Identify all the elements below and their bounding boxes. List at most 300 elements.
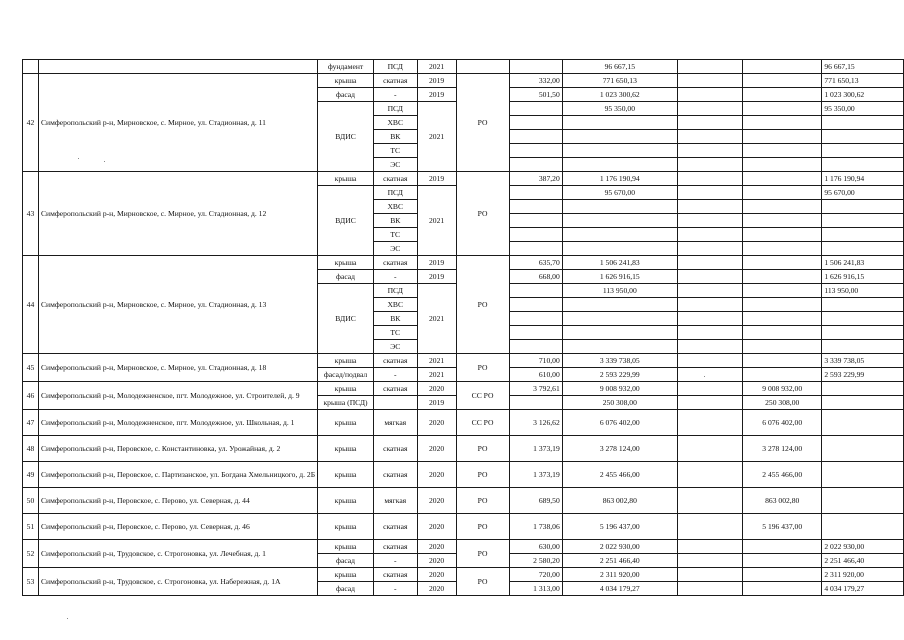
area-cell: 710,00 xyxy=(509,354,562,368)
area-cell: 1 738,06 xyxy=(509,514,562,540)
area-cell: 3 126,62 xyxy=(509,410,562,436)
area-cell: 1 313,00 xyxy=(509,582,562,596)
work-type-cell: крыша xyxy=(318,410,374,436)
fed-cell xyxy=(743,200,822,214)
area-cell xyxy=(509,186,562,200)
reg-cell: 95 350,00 xyxy=(822,102,904,116)
fed-cell xyxy=(743,74,822,88)
fed-cell: 9 008 932,00 xyxy=(743,382,822,396)
address-cell: Симферопольский р-н, Перовское, с. Перово, ул. Северная, д. 44 xyxy=(38,488,317,514)
cost-cell: 2 022 930,00 xyxy=(562,540,677,554)
fed-cell: 863 002,80 xyxy=(743,488,822,514)
cost-cell: 1 176 190,94 xyxy=(562,172,677,186)
address-cell: Симферопольский р-н, Перовское, с. Перово, ул. Северная, д. 46 xyxy=(38,514,317,540)
table-row xyxy=(23,514,904,540)
work-type-cell: фундамент xyxy=(318,60,374,74)
scan-speck xyxy=(704,376,705,377)
reg-cell xyxy=(822,410,904,436)
cost-cell: 3 278 124,00 xyxy=(562,436,677,462)
area-cell xyxy=(509,312,562,326)
work-type-cell: крыша xyxy=(318,436,374,462)
cost-cell xyxy=(562,158,677,172)
reg-cell: 2 251 466,40 xyxy=(822,554,904,568)
subtype-cell: ЭС xyxy=(373,158,417,172)
funding-cell: РО xyxy=(456,354,509,382)
subtype-cell: - xyxy=(373,270,417,284)
reg-cell: 2 311 920,00 xyxy=(822,568,904,582)
cost-cell: 2 311 920,00 xyxy=(562,568,677,582)
empty-cell xyxy=(677,172,742,186)
subtype-cell: ЭС xyxy=(373,242,417,256)
area-cell: 720,00 xyxy=(509,568,562,582)
subtype-cell: мягкая xyxy=(373,410,417,436)
funding-cell: РО xyxy=(456,436,509,462)
empty-cell xyxy=(677,228,742,242)
table-row xyxy=(23,60,904,74)
fed-cell xyxy=(743,554,822,568)
row-number-cell: 43 xyxy=(23,172,39,256)
reg-cell: 771 650,13 xyxy=(822,74,904,88)
cost-cell: 1 506 241,83 xyxy=(562,256,677,270)
empty-cell xyxy=(677,88,742,102)
empty-cell xyxy=(677,298,742,312)
funding-cell: РО xyxy=(456,462,509,488)
subtype-cell: ЭС xyxy=(373,340,417,354)
year-cell: 2021 xyxy=(417,354,456,368)
year-cell: 2020 xyxy=(417,382,456,396)
row-number-cell: 47 xyxy=(23,410,39,436)
fed-cell xyxy=(743,270,822,284)
area-cell: 332,00 xyxy=(509,74,562,88)
year-cell: 2019 xyxy=(417,74,456,88)
fed-cell xyxy=(743,284,822,298)
row-number-cell: 50 xyxy=(23,488,39,514)
subtype-cell: мягкая xyxy=(373,488,417,514)
reg-cell: 3 339 738,05 xyxy=(822,354,904,368)
cost-cell: 2 251 466,40 xyxy=(562,554,677,568)
reg-cell: 1 626 916,15 xyxy=(822,270,904,284)
work-type-cell: крыша (ПСД) xyxy=(318,396,374,410)
empty-cell xyxy=(677,256,742,270)
table-row xyxy=(23,256,904,270)
empty-cell xyxy=(677,514,742,540)
cost-cell: 6 076 402,00 xyxy=(562,410,677,436)
fed-cell xyxy=(743,354,822,368)
fed-cell: 5 196 437,00 xyxy=(743,514,822,540)
reg-cell xyxy=(822,462,904,488)
year-cell: 2020 xyxy=(417,514,456,540)
work-type-cell: ВДИС xyxy=(318,102,374,172)
cost-cell: 5 196 437,00 xyxy=(562,514,677,540)
empty-cell xyxy=(677,144,742,158)
empty-cell xyxy=(677,60,742,74)
area-cell xyxy=(509,340,562,354)
subtype-cell: скатная xyxy=(373,514,417,540)
fed-cell xyxy=(743,88,822,102)
subtype-cell: скатная xyxy=(373,568,417,582)
cost-cell xyxy=(562,130,677,144)
cost-cell xyxy=(562,242,677,256)
year-cell: 2019 xyxy=(417,270,456,284)
work-type-cell: крыша xyxy=(318,488,374,514)
area-cell: 1 373,19 xyxy=(509,462,562,488)
address-cell: Симферопольский р-н, Мирновское, с. Мирное, ул. Стадионная, д. 18 xyxy=(38,354,317,382)
empty-cell xyxy=(677,410,742,436)
cost-cell: 863 002,80 xyxy=(562,488,677,514)
subtype-cell: скатная xyxy=(373,354,417,368)
subtype-cell: ВК xyxy=(373,312,417,326)
subtype-cell: ПСД xyxy=(373,102,417,116)
subtype-cell: скатная xyxy=(373,382,417,396)
year-cell: 2021 xyxy=(417,102,456,172)
subtype-cell: - xyxy=(373,368,417,382)
area-cell xyxy=(509,60,562,74)
fed-cell xyxy=(743,158,822,172)
cost-cell: 113 950,00 xyxy=(562,284,677,298)
table-row xyxy=(23,74,904,88)
row-number-cell: 52 xyxy=(23,540,39,568)
cost-cell xyxy=(562,326,677,340)
cost-cell: 1 626 916,15 xyxy=(562,270,677,284)
area-cell: 1 373,19 xyxy=(509,436,562,462)
empty-cell xyxy=(677,116,742,130)
reg-cell: 1 023 300,62 xyxy=(822,88,904,102)
funding-cell: СС РО xyxy=(456,382,509,410)
scan-speck xyxy=(104,161,105,162)
address-cell: Симферопольский р-н, Молодежненское, пгт. Молодежное, ул. Строителей, д. 9 xyxy=(38,382,317,410)
subtype-cell: ТС xyxy=(373,326,417,340)
cost-cell: 250 308,00 xyxy=(562,396,677,410)
subtype-cell: ХВС xyxy=(373,298,417,312)
empty-cell xyxy=(677,368,742,382)
reg-cell xyxy=(822,298,904,312)
row-number-cell: 44 xyxy=(23,256,39,354)
empty-cell xyxy=(677,582,742,596)
work-type-cell: крыша xyxy=(318,514,374,540)
year-cell: 2020 xyxy=(417,568,456,582)
subtype-cell: скатная xyxy=(373,436,417,462)
work-type-cell: фасад xyxy=(318,270,374,284)
empty-cell xyxy=(677,312,742,326)
address-cell: Симферопольский р-н, Перовское, с. Константиновка, ул. Урожайная, д. 2 xyxy=(38,436,317,462)
empty-cell xyxy=(677,214,742,228)
cost-cell xyxy=(562,340,677,354)
cost-cell: 771 650,13 xyxy=(562,74,677,88)
address-cell: Симферопольский р-н, Трудовское, с. Строгоновка, ул. Лечебная, д. 1 xyxy=(38,540,317,568)
year-cell: 2021 xyxy=(417,284,456,354)
empty-cell xyxy=(677,540,742,554)
empty-cell xyxy=(677,326,742,340)
table-row xyxy=(23,436,904,462)
area-cell xyxy=(509,396,562,410)
fed-cell xyxy=(743,186,822,200)
cost-cell xyxy=(562,200,677,214)
empty-cell xyxy=(677,382,742,396)
year-cell: 2019 xyxy=(417,172,456,186)
empty-cell xyxy=(677,340,742,354)
fed-cell xyxy=(743,582,822,596)
funding-cell: РО xyxy=(456,514,509,540)
reg-cell xyxy=(822,242,904,256)
year-cell: 2020 xyxy=(417,436,456,462)
area-cell xyxy=(509,130,562,144)
table-row xyxy=(23,382,904,396)
empty-cell xyxy=(677,200,742,214)
cost-cell: 95 350,00 xyxy=(562,102,677,116)
funding-cell xyxy=(456,60,509,74)
fed-cell xyxy=(743,368,822,382)
cost-cell: 9 008 932,00 xyxy=(562,382,677,396)
area-cell xyxy=(509,214,562,228)
fed-cell: 250 308,00 xyxy=(743,396,822,410)
reg-cell: 95 670,00 xyxy=(822,186,904,200)
cost-cell: 2 455 466,00 xyxy=(562,462,677,488)
fed-cell xyxy=(743,214,822,228)
cost-cell xyxy=(562,312,677,326)
cost-cell: 96 667,15 xyxy=(562,60,677,74)
subtype-cell: ХВС xyxy=(373,116,417,130)
fed-cell xyxy=(743,242,822,256)
subtype-cell: - xyxy=(373,554,417,568)
fed-cell xyxy=(743,102,822,116)
area-cell xyxy=(509,228,562,242)
table-row xyxy=(23,410,904,436)
reg-cell xyxy=(822,382,904,396)
reg-cell xyxy=(822,116,904,130)
year-cell: 2019 xyxy=(417,88,456,102)
year-cell: 2020 xyxy=(417,540,456,554)
row-number-cell: 53 xyxy=(23,568,39,596)
subtype-cell: скатная xyxy=(373,462,417,488)
work-type-cell: крыша xyxy=(318,568,374,582)
scan-speck xyxy=(67,618,68,619)
area-cell: 501,50 xyxy=(509,88,562,102)
subtype-cell: ТС xyxy=(373,144,417,158)
reg-cell: 96 667,15 xyxy=(822,60,904,74)
empty-cell xyxy=(677,396,742,410)
table-row xyxy=(23,462,904,488)
address-cell: Симферопольский р-н, Мирновское, с. Мирное, ул. Стадионная, д. 11 xyxy=(38,74,317,172)
subtype-cell: - xyxy=(373,582,417,596)
work-type-cell: крыша xyxy=(318,256,374,270)
empty-cell xyxy=(677,130,742,144)
empty-cell xyxy=(677,554,742,568)
subtype-cell: ТС xyxy=(373,228,417,242)
reg-cell xyxy=(822,326,904,340)
funding-cell: РО xyxy=(456,256,509,354)
area-cell: 668,00 xyxy=(509,270,562,284)
cost-cell: 2 593 229,99 xyxy=(562,368,677,382)
work-type-cell: крыша xyxy=(318,382,374,396)
area-cell: 3 792,61 xyxy=(509,382,562,396)
reg-cell: 1 176 190,94 xyxy=(822,172,904,186)
table-row xyxy=(23,568,904,582)
reg-cell: 2 593 229,99 xyxy=(822,368,904,382)
year-cell: 2020 xyxy=(417,410,456,436)
address-cell: Симферопольский р-н, Молодежненское, пгт. Молодежное, ул. Школьная, д. 1 xyxy=(38,410,317,436)
work-type-cell: крыша xyxy=(318,172,374,186)
empty-cell xyxy=(677,186,742,200)
subtype-cell: ВК xyxy=(373,130,417,144)
funding-cell: РО xyxy=(456,488,509,514)
empty-cell xyxy=(677,158,742,172)
cost-cell: 95 670,00 xyxy=(562,186,677,200)
reg-cell: 4 034 179,27 xyxy=(822,582,904,596)
cost-cell xyxy=(562,116,677,130)
year-cell: 2020 xyxy=(417,488,456,514)
reg-cell xyxy=(822,130,904,144)
area-cell xyxy=(509,200,562,214)
cost-cell xyxy=(562,298,677,312)
subtype-cell: скатная xyxy=(373,540,417,554)
reg-cell: 113 950,00 xyxy=(822,284,904,298)
reg-cell xyxy=(822,214,904,228)
row-number-cell: 48 xyxy=(23,436,39,462)
capital-repair-table xyxy=(22,59,904,596)
area-cell xyxy=(509,298,562,312)
empty-cell xyxy=(677,488,742,514)
cost-cell xyxy=(562,214,677,228)
area-cell xyxy=(509,102,562,116)
row-number-cell xyxy=(23,60,39,74)
work-type-cell: фасад xyxy=(318,88,374,102)
reg-cell: 1 506 241,83 xyxy=(822,256,904,270)
work-type-cell: крыша xyxy=(318,540,374,554)
reg-cell xyxy=(822,158,904,172)
funding-cell: РО xyxy=(456,172,509,256)
empty-cell xyxy=(677,242,742,256)
year-cell: 2021 xyxy=(417,60,456,74)
subtype-cell: ХВС xyxy=(373,200,417,214)
row-number-cell: 49 xyxy=(23,462,39,488)
empty-cell xyxy=(677,462,742,488)
area-cell: 689,50 xyxy=(509,488,562,514)
empty-cell xyxy=(677,568,742,582)
empty-cell xyxy=(677,284,742,298)
year-cell: 2020 xyxy=(417,554,456,568)
subtype-cell: скатная xyxy=(373,74,417,88)
fed-cell xyxy=(743,568,822,582)
funding-cell: СС РО xyxy=(456,410,509,436)
cost-cell: 4 034 179,27 xyxy=(562,582,677,596)
area-cell xyxy=(509,284,562,298)
table-row xyxy=(23,354,904,368)
fed-cell xyxy=(743,130,822,144)
reg-cell xyxy=(822,200,904,214)
reg-cell xyxy=(822,396,904,410)
row-number-cell: 42 xyxy=(23,74,39,172)
fed-cell xyxy=(743,540,822,554)
fed-cell: 2 455 466,00 xyxy=(743,462,822,488)
subtype-cell: ПСД xyxy=(373,186,417,200)
area-cell: 387,20 xyxy=(509,172,562,186)
subtype-cell: ПСД xyxy=(373,60,417,74)
area-cell: 635,70 xyxy=(509,256,562,270)
address-cell: Симферопольский р-н, Трудовское, с. Строгоновка, ул. Набережная, д. 1А xyxy=(38,568,317,596)
work-type-cell: ВДИС xyxy=(318,186,374,256)
empty-cell xyxy=(677,74,742,88)
work-type-cell: фасад xyxy=(318,554,374,568)
empty-cell xyxy=(677,354,742,368)
work-type-cell: крыша xyxy=(318,74,374,88)
area-cell xyxy=(509,158,562,172)
fed-cell xyxy=(743,298,822,312)
year-cell: 2020 xyxy=(417,462,456,488)
fed-cell xyxy=(743,144,822,158)
cost-cell xyxy=(562,228,677,242)
table-row xyxy=(23,540,904,554)
year-cell: 2021 xyxy=(417,186,456,256)
address-cell xyxy=(38,60,317,74)
fed-cell xyxy=(743,326,822,340)
fed-cell xyxy=(743,312,822,326)
fed-cell xyxy=(743,60,822,74)
area-cell xyxy=(509,326,562,340)
cost-cell: 3 339 738,05 xyxy=(562,354,677,368)
subtype-cell: - xyxy=(373,88,417,102)
subtype-cell xyxy=(373,396,417,410)
table-body xyxy=(23,60,904,596)
address-cell: Симферопольский р-н, Перовское, с. Партизанское, ул. Богдана Хмельницкого, д. 2Б xyxy=(38,462,317,488)
work-type-cell: фасад/подвал xyxy=(318,368,374,382)
fed-cell: 6 076 402,00 xyxy=(743,410,822,436)
work-type-cell: крыша xyxy=(318,462,374,488)
address-cell: Симферопольский р-н, Мирновское, с. Мирное, ул. Стадионная, д. 12 xyxy=(38,172,317,256)
table-row xyxy=(23,488,904,514)
subtype-cell: ВК xyxy=(373,214,417,228)
fed-cell xyxy=(743,340,822,354)
fed-cell xyxy=(743,228,822,242)
year-cell: 2019 xyxy=(417,396,456,410)
empty-cell xyxy=(677,436,742,462)
subtype-cell: скатная xyxy=(373,172,417,186)
subtype-cell: скатная xyxy=(373,256,417,270)
reg-cell xyxy=(822,514,904,540)
empty-cell xyxy=(677,270,742,284)
reg-cell xyxy=(822,436,904,462)
fed-cell xyxy=(743,172,822,186)
year-cell: 2019 xyxy=(417,256,456,270)
fed-cell xyxy=(743,256,822,270)
area-cell: 2 580,20 xyxy=(509,554,562,568)
fed-cell: 3 278 124,00 xyxy=(743,436,822,462)
reg-cell xyxy=(822,488,904,514)
area-cell: 630,00 xyxy=(509,540,562,554)
area-cell xyxy=(509,242,562,256)
row-number-cell: 46 xyxy=(23,382,39,410)
year-cell: 2021 xyxy=(417,368,456,382)
reg-cell xyxy=(822,340,904,354)
cost-cell: 1 023 300,62 xyxy=(562,88,677,102)
reg-cell xyxy=(822,144,904,158)
empty-cell xyxy=(677,102,742,116)
area-cell: 610,00 xyxy=(509,368,562,382)
address-cell: Симферопольский р-н, Мирновское, с. Мирное, ул. Стадионная, д. 13 xyxy=(38,256,317,354)
funding-cell: РО xyxy=(456,568,509,596)
row-number-cell: 51 xyxy=(23,514,39,540)
subtype-cell: ПСД xyxy=(373,284,417,298)
work-type-cell: ВДИС xyxy=(318,284,374,354)
year-cell: 2020 xyxy=(417,582,456,596)
reg-cell: 2 022 930,00 xyxy=(822,540,904,554)
work-type-cell: крыша xyxy=(318,354,374,368)
reg-cell xyxy=(822,228,904,242)
scan-speck xyxy=(78,158,79,159)
funding-cell: РО xyxy=(456,74,509,172)
work-type-cell: фасад xyxy=(318,582,374,596)
area-cell xyxy=(509,144,562,158)
funding-cell: РО xyxy=(456,540,509,568)
